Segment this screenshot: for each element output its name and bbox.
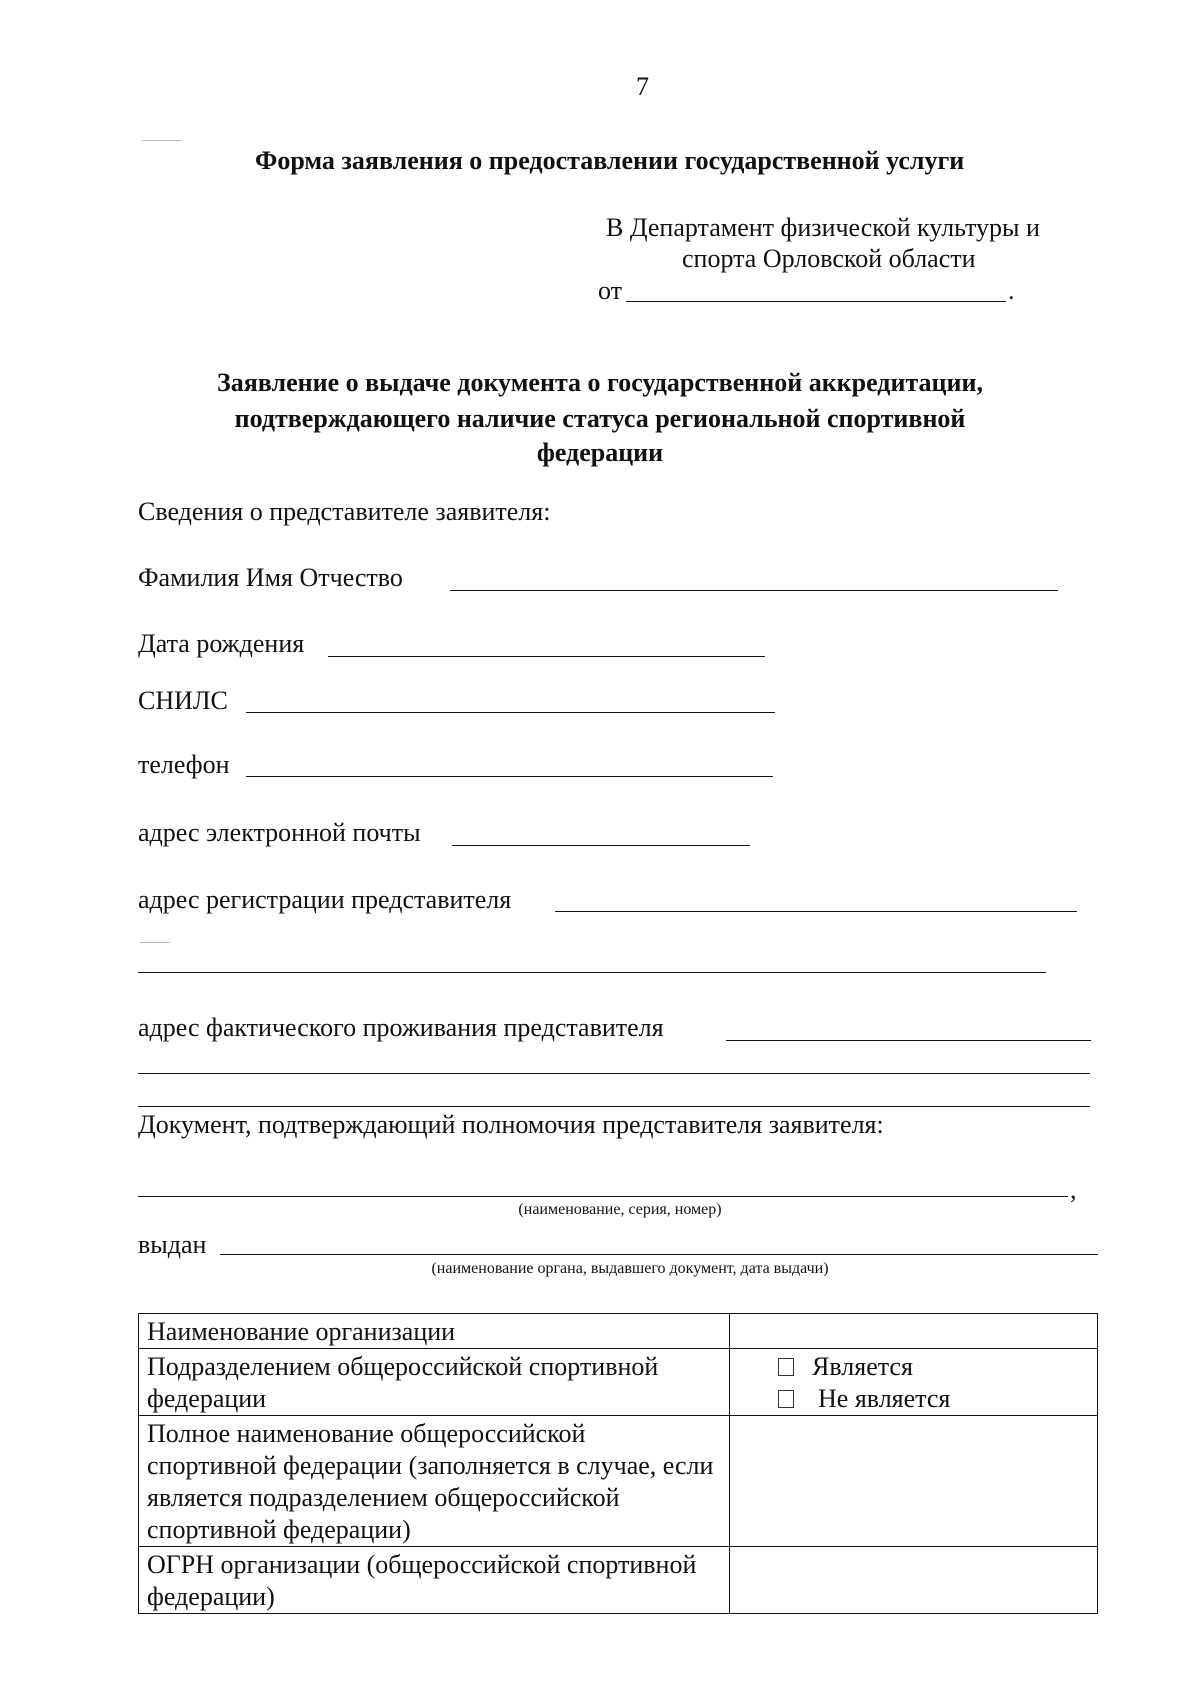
fio-field[interactable] bbox=[450, 590, 1058, 591]
option-is-label: Является bbox=[812, 1352, 913, 1381]
page-number: 7 bbox=[636, 72, 649, 101]
issued-field[interactable] bbox=[220, 1254, 1098, 1255]
addressee-line-2: спорта Орловской области bbox=[682, 244, 976, 273]
section-heading: Сведения о представителе заявителя: bbox=[138, 497, 551, 526]
scan-artifact bbox=[140, 942, 170, 943]
birth-date-label: Дата рождения bbox=[138, 629, 305, 658]
email-field[interactable] bbox=[452, 845, 750, 846]
actual-address-field[interactable] bbox=[726, 1040, 1091, 1041]
reg-address-label: адрес регистрации представителя bbox=[138, 885, 512, 914]
subdivision-options bbox=[730, 1349, 1098, 1416]
org-name-cell[interactable] bbox=[730, 1314, 1098, 1349]
issued-hint: (наименование органа, выдавшего документ, дата выдачи) bbox=[431, 1260, 829, 1277]
row-label-ogrn: ОГРН организации (общероссийской спортивной федерации) bbox=[139, 1547, 730, 1614]
from-field[interactable] bbox=[626, 301, 1006, 302]
row-label-org-name: Наименование организации bbox=[139, 1314, 730, 1349]
issued-label: выдан bbox=[138, 1230, 207, 1259]
statement-title-line-1: Заявление о выдаче документа о государственной аккредитации, bbox=[217, 368, 983, 397]
from-label: от bbox=[598, 276, 623, 305]
from-suffix: . bbox=[1008, 276, 1015, 305]
option-is-not[interactable] bbox=[778, 1383, 1089, 1415]
snils-label: СНИЛС bbox=[138, 686, 228, 715]
ogrn-cell[interactable] bbox=[730, 1547, 1098, 1614]
table-row bbox=[139, 1547, 1098, 1614]
organization-table bbox=[138, 1313, 1098, 1614]
reg-address-field-2[interactable] bbox=[138, 972, 1046, 973]
form-title: Форма заявления о предоставлении государственной услуги bbox=[255, 146, 965, 175]
scan-artifact bbox=[142, 140, 182, 141]
row-label-subdivision: Подразделением общероссийской спортивной федерации bbox=[139, 1349, 730, 1416]
option-is[interactable] bbox=[778, 1351, 1089, 1383]
reg-address-field[interactable] bbox=[555, 911, 1077, 912]
statement-title-line-3: федерации bbox=[536, 438, 664, 467]
authority-doc-hint: (наименование, серия, номер) bbox=[518, 1201, 722, 1218]
authority-doc-field[interactable] bbox=[138, 1196, 1068, 1197]
authority-doc-comma: , bbox=[1070, 1175, 1077, 1204]
actual-address-label: адрес фактического проживания представителя bbox=[138, 1013, 664, 1042]
table-row bbox=[139, 1349, 1098, 1416]
birth-date-field[interactable] bbox=[328, 656, 765, 657]
actual-address-field-2[interactable] bbox=[138, 1073, 1090, 1074]
row-label-full-name: Полное наименование общероссийской спортивной федерации (заполняется в случае, если является подразделением общероссийской спортивной федерации) bbox=[139, 1416, 730, 1547]
actual-address-field-3[interactable] bbox=[138, 1106, 1090, 1107]
full-name-cell[interactable] bbox=[730, 1416, 1098, 1547]
statement-title-line-2: подтверждающего наличие статуса региональной спортивной bbox=[234, 404, 966, 433]
option-is-not-label: Не является bbox=[818, 1384, 951, 1413]
table-row bbox=[139, 1314, 1098, 1349]
email-label: адрес электронной почты bbox=[138, 818, 421, 847]
fio-label: Фамилия Имя Отчество bbox=[138, 563, 403, 592]
addressee-line-1: В Департамент физической культуры и bbox=[606, 213, 1040, 242]
authority-doc-label: Документ, подтверждающий полномочия представителя заявителя: bbox=[138, 1110, 884, 1139]
phone-field[interactable] bbox=[246, 776, 773, 777]
phone-label: телефон bbox=[138, 750, 230, 779]
snils-field[interactable] bbox=[246, 712, 775, 713]
table-row bbox=[139, 1416, 1098, 1547]
checkbox-icon[interactable] bbox=[778, 1390, 794, 1408]
checkbox-icon[interactable] bbox=[778, 1358, 794, 1376]
